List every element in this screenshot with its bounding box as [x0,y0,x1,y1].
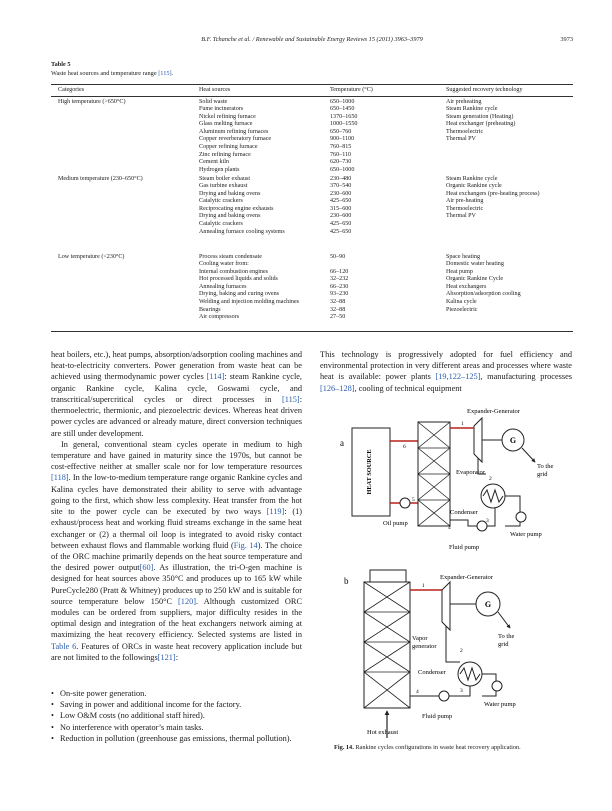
table-cell-temps: 425–650 [330,228,352,235]
water-pump-icon [516,512,526,522]
table-cell-sources: Air compressors [199,314,240,321]
table-cell-sources: Zinc refining furnace [199,151,251,158]
table-cell-techs: Heat exchangers [446,283,487,290]
citation-link[interactable]: [118] [51,473,69,483]
table-cell-sources: Copper reverberatory furnace [199,136,272,143]
running-header [51,36,573,46]
table-cell-sources: Copper refining furnace [199,144,258,151]
fluid-pump-label: Fluid pump [449,544,480,551]
table-cell-sources: Annealing furnace cooling systems [199,228,285,235]
table-cell-techs: Thermal PV [446,213,476,220]
table-cell-temps: 760–110 [330,151,352,158]
table-cell-sources: Cooling water from: [199,261,249,268]
table-cell-sources: Nickel refining furnace [199,113,256,120]
text-run: , manufacturing processes [480,372,572,382]
table-cell-sources: Hot processed liquids and solids [199,276,278,283]
text-run: , cooling of technical equipment [354,383,462,393]
text-run: : [175,652,178,662]
table-cell-temps: 425–650 [330,221,352,228]
table-caption-end: . [171,69,174,77]
text-run: : thermoelectric, thermionic, and piezoelectric devices. Whereas heat driven power cycles are advanced or already mature, direct conversion techniques are still under development. [51,394,302,438]
table-cell-sources: Aluminum refining furnaces [199,128,269,135]
table-cell-sources: Reciprocating engine exhausts [199,205,274,212]
table-cell-temps: 650–1000 [330,166,355,173]
state-4b: 4 [416,689,419,695]
citation-link[interactable]: [119] [266,507,285,517]
table-cell-temps: 650–1450 [330,106,355,113]
table-cell-temps: 50–90 [330,253,346,260]
table-cell-techs: Heat pump [446,268,473,275]
expander-turbine [474,418,482,462]
table-cell-sources: Glass melting furnace [199,121,253,128]
state-2b: 2 [460,648,463,654]
evaporator-label: Evaporator [456,469,485,476]
figure-caption [334,744,521,751]
table-cell-temps: 32–88 [330,306,346,313]
table-cell-sources: Steam boiler exhaust [199,175,251,182]
table-category-cell: High temperature (>650°C) [58,98,126,105]
table-cell-temps: 425–650 [330,198,352,205]
table-cell-techs: Heat exchangers (pre-heating process) [446,190,540,197]
table-cell-temps: 32–232 [330,276,349,283]
table-cell-sources: Annealing furnaces [199,283,247,290]
text-run: : steam Rankine cycle, organic Rankine cycle, Kalina cycle, Goswami cycle, and transcritical/supercritical cycles or direct processes in [51,372,302,404]
text-run: heat boilers, etc.), heat pumps, absorption/adsorption cooling machines and heat-to-electricity converters. Power generation from waste heat can be achieved using thermodynamic power cycles [51,350,302,382]
right-column [320,349,572,394]
state-1b: 1 [422,583,425,589]
panel-label-a: a [340,438,344,448]
table-header-categories: Categories [58,87,85,93]
fluid-pump-label-b: Fluid pump [422,713,453,720]
heat-source-label: HEAT SOURCE [366,449,373,495]
page-number: 3973 [560,36,573,43]
state-4: 4 [448,525,451,531]
text-run: In general, conventional steam cycles operate in medium to high temperature and have gained in maturity since the 1970s, but cannot be cost-effective neither at smaller scale nor for low temperature resources [51,439,302,472]
table-cell-temps: 370–540 [330,183,352,190]
expander-outlet-b [446,626,460,662]
water-pump-label: Water pump [510,531,542,538]
state-6: 6 [403,444,406,450]
table-cell-sources: Bearings [199,306,221,313]
figure-14-diagram [330,400,575,740]
table-label: Table 5 [51,61,71,68]
table-cell-temps: 230–600 [330,213,352,220]
table-cell-temps: 230–600 [330,190,352,197]
table-caption-ref[interactable]: [115] [158,69,172,77]
figure-caption-text: Rankine cycles configurations in waste heat recovery application. [355,744,521,751]
list-item: • Saving in power and additional income for the factory. [51,699,302,710]
generator-label-b: G [484,600,492,609]
table-cell-temps: 1000–1550 [330,121,358,128]
table-rule-bottom [51,331,573,332]
figure-caption-label: Fig. 14. [334,744,354,751]
list-item: • Reduction in pollution (greenhouse gas emissions, thermal pollution). [51,733,302,744]
table-header-temperature: Temperature (°C) [330,87,373,93]
figure-link[interactable]: Fig. 14 [233,540,258,550]
table-cell-techs: Thermal PV [446,136,476,143]
exhaust-duct-top [370,570,406,582]
table-cell-temps: 230–480 [330,175,352,182]
list-item: • On-site power generation. [51,688,302,699]
paragraph [51,439,302,663]
vapor-generator-line2: generator [412,643,437,650]
table-cell-temps: 315–600 [330,205,352,212]
table-category-cell: Low temperature (<230°C) [58,253,125,260]
table-cell-techs: Air pre-heating [446,198,484,205]
table-cell-techs: Air preheating [446,98,482,105]
state-5: 5 [412,497,415,503]
text-run: : (1) exhaust/process heat and working fluid streams exchange in the same heat exchanger or (2) a thermal oil loop is integrated to avoid risky contact between exhaust flows and flammable working fluid ( [51,507,302,550]
table-cell-sources: Hydrogen plants [199,166,240,173]
table-cell-sources: Internal combustion engines [199,268,269,275]
table-cell-sources: Drying, baking and curing ovens [199,291,280,298]
table-caption-text: Waste heat sources and temperature range [51,69,159,77]
table-cell-sources: Drying and baking ovens [199,190,261,197]
diagram-a [340,408,553,551]
text-run: . As illustration, the tri-O-gen machine is designed for heat sources above 350°C and produces up to 165 kW while PureCycle280 (Pratt & Whitney) produces up to 250 kW and is suitable for source temperature below 150°C [51,563,302,606]
citation-link[interactable]: [60] [139,563,154,573]
table-cell-sources: Drying and baking ovens [199,213,261,220]
to-grid-line2: grid [537,471,548,478]
state-2: 2 [489,476,492,482]
hot-exhaust-label: Hot exhaust [367,729,399,736]
table-cell-techs: Organic Rankine cycle [446,183,502,190]
table-cell-techs: Steam Rankine cycle [446,106,498,113]
expander-label-b: Expander-Generator [440,574,493,581]
table-cell-temps: 32–88 [330,299,346,306]
citation-link[interactable]: [19,122–125] [435,372,481,382]
table-cell-sources: Gas turbine exhaust [199,183,248,190]
table-cell-techs: Thermoelectric [446,205,484,212]
table-caption [51,61,173,78]
table-link[interactable]: Table 6 [51,641,77,651]
oil-pump-icon [400,498,410,508]
table-cell-temps: 1370–1650 [330,113,358,120]
text-run: . In the low-to-medium temperature range organic Rankine cycles and Kalina cycles have demonstrated their ability to serve with advantage going to the first, which show less complexity. Heat transfer from the hot site to the power cycle can be executed by two ways [51,473,302,517]
to-grid-b-line2: grid [498,641,509,648]
list-item: • No interference with operator’s main tasks. [51,722,302,733]
fluid-pump-icon-b [439,691,449,701]
water-pump-label-b: Water pump [484,701,516,708]
citation-link[interactable]: [121] [157,652,176,662]
table-cell-temps: 620–730 [330,159,352,166]
table-cell-temps: 650–1000 [330,98,355,105]
cooling-water-loop [505,496,520,526]
table-cell-techs: Steam generation (Heating) [446,113,514,120]
paragraph [320,349,572,394]
table-cell-sources: Solid waste [199,98,228,105]
table-category-cell: Medium temperature (230–650°C) [58,175,143,182]
table-cell-temps: 27–50 [330,314,346,321]
state-1: 1 [461,421,464,427]
table-cell-temps: 66–230 [330,283,349,290]
water-pump-icon-b [492,681,502,691]
diagram-b [344,570,516,738]
journal-citation: B.F. Tchanche et al. / Renewable and Sustainable Energy Reviews 15 (2011) 3963–3979 [201,36,423,43]
to-grid-line1: To the [537,463,554,470]
table-cell-techs: Kalina cycle [446,299,477,306]
table-rule-head [51,96,573,97]
table-rule-top [51,84,573,85]
table-cell-temps: 650–760 [330,128,352,135]
citation-link[interactable]: [126–128] [320,383,355,393]
text-run: This technology is progressively adopted for fuel efficiency and environmental protection in very different areas and processes where waste heat is available: power plants [320,350,572,382]
table-cell-sources: Catalytic crackers [199,221,243,228]
table-cell-techs: Thermoelectric [446,128,484,135]
table-cell-temps: 760–815 [330,144,352,151]
vapor-generator-duct [364,582,410,708]
panel-label-b: b [344,576,349,586]
to-grid-arrow-b [498,612,510,628]
table-header-heat-sources: Heat sources [199,87,231,93]
left-column [51,349,302,663]
table-cell-techs: Steam Rankine cycle [446,175,498,182]
expander-label: Expander-Generator [467,408,520,415]
table-cell-techs: Piezoelectric [446,306,478,313]
condenser-label-b: Condenser [418,669,446,676]
text-run: . Although customized ORC modules can be ordered from suppliers, major difficulty resides in the optimal design and integration of the heat exchangers network aiming at maximizing the heat recovery efficiency. Selected systems are listed in [51,596,302,640]
table-header-technology: Suggested recovery technology [446,87,523,93]
table-cell-sources: Fume incinerators [199,106,244,113]
oil-pump-label: Oil pump [383,520,408,527]
table-cell-sources: Welding and injection molding machines [199,299,300,306]
generator-label: G [509,436,517,445]
features-list [51,688,302,744]
paragraph [51,349,302,439]
table-cell-techs: Absorption/adsorption cooling [446,291,521,298]
table-cell-techs: Organic Rankine Cycle [446,276,504,283]
citation-link[interactable]: [115] [282,394,300,404]
table-cell-techs: Space heating [446,253,481,260]
expander-turbine-b [442,582,450,630]
text-run: ). The choice of the ORC machine primarily depends on the heat source temperature and the desired power output [51,540,302,573]
to-grid-arrow [522,448,535,462]
table-cell-temps: 66–120 [330,268,349,275]
oil-loop-lines [390,441,418,503]
to-grid-b-line1: To the [498,633,515,640]
list-item: • Low O&M costs (no additional staff hired). [51,710,302,721]
vapor-generator-line1: Vapor [412,635,428,642]
table-cell-sources: Process steam condensate [199,253,262,260]
table-cell-sources: Catalytic crackers [199,198,243,205]
condenser-label: Condenser [450,509,478,516]
table-cell-temps: 93–230 [330,291,349,298]
state-3b: 3 [460,688,463,694]
table-cell-techs: Heat exchanger (preheating) [446,121,516,128]
state-3: 3 [486,518,489,524]
table-cell-temps: 900–1100 [330,136,355,143]
table-cell-techs: Domestic water heating [446,261,504,268]
table-cell-sources: Cement kiln [199,159,229,166]
text-run: . Features of ORCs in waste heat recovery application include but are not limited to the followings [51,641,303,662]
citation-link[interactable]: [114] [206,372,225,382]
citation-link[interactable]: [120] [178,596,197,606]
